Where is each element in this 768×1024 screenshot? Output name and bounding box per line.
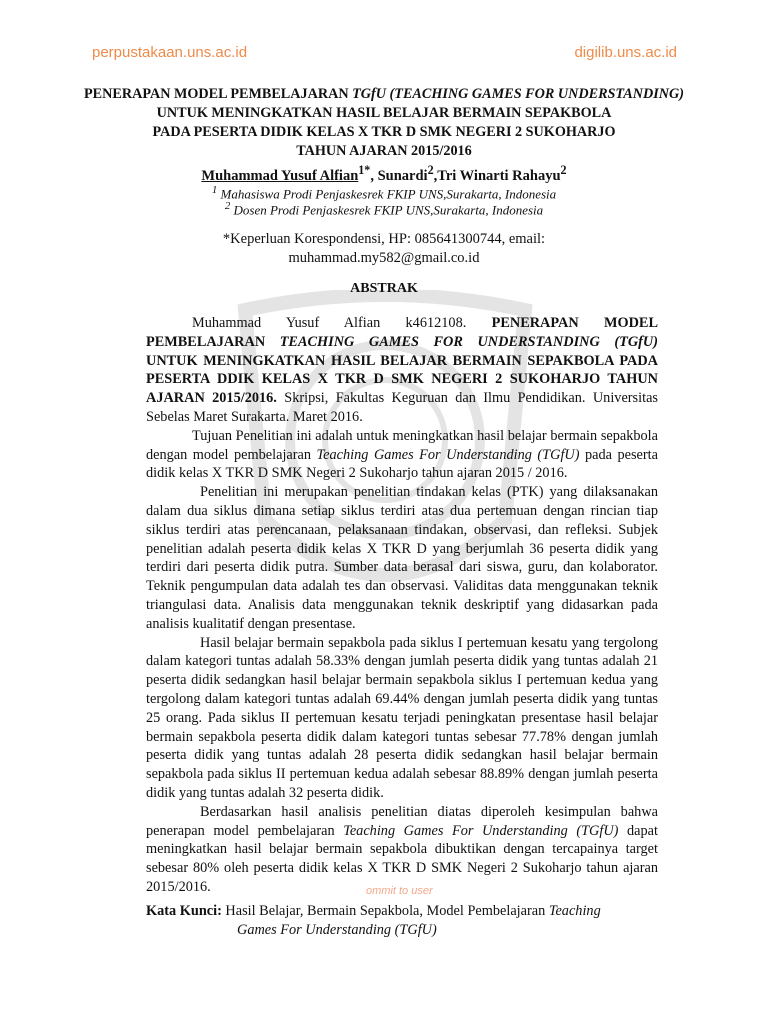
header-right-url[interactable]: digilib.uns.ac.id <box>574 44 677 61</box>
abstract-paragraph-4: Hasil belajar bermain sepakbola pada siklus I pertemuan kesatu yang tergolong dalam kategori tuntas adalah 58.33% dengan jumlah peserta didik yang tuntas adalah 21 peserta didik sedangkan hasil belajar bermain sepakbola siklus I pertemuan kedua yang tergolong dalam kategori tuntas adalah 69.44% dengan jumlah peserta didik yang tuntas 25 orang. Pada siklus II pertemuan kesatu terjadi peningkatan presentase hasil belajar bermain sepakbola peserta didik dalam kategori tuntas sebesar 77.78% dengan jumlah peserta didik yang tuntas adalah 28 peserta didik sedangkan hasil belajar bermain sepakbola pada siklus II pertemuan kedua adalah sebesar 88.89% dengan jumlah peserta didik yang tuntas adalah 32 peserta didik. <box>146 634 658 801</box>
title-line3: PADA PESERTA DIDIK KELAS X TKR D SMK NEGERI 2 SUKOHARJO <box>152 124 616 140</box>
para2-c: pada peserta didik kelas X TKR D SMK Negeri 2 Sukoharjo tahun ajaran 2015 / 2016. <box>146 446 658 482</box>
author-3: ,Tri Winarti Rahayu <box>433 167 561 184</box>
para1-title-a: PENERAPAN MODEL PEMBELAJARAN <box>146 315 658 350</box>
abstract-body <box>146 314 658 897</box>
para5-b: Teaching Games For Understanding (TGfU) <box>343 822 619 839</box>
authors <box>40 163 728 185</box>
keywords-italic-a: Teaching <box>548 903 601 919</box>
author-2-sup: 2 <box>427 163 434 177</box>
para2-a: Tujuan Penelitian ini adalah untuk meningkatkan hasil belajar bermain sepakbola dengan model pembelajaran <box>146 427 658 463</box>
author-1-sup: 1* <box>358 163 371 177</box>
abstract-paragraph-2 <box>146 427 658 483</box>
affiliation-2-text: Dosen Prodi Penjaskesrek FKIP UNS,Surakarta, Indonesia <box>230 202 544 218</box>
title-line1-a: PENERAPAN MODEL PEMBELAJARAN <box>84 86 353 102</box>
keywords <box>146 902 666 940</box>
para5-c: dapat meningkatkan hasil belajar bermain sepakbola dibuktikan dengan tercapainya target sebesar 80% oleh peserta didik kelas X TKR D SMK Negeri 2 Sukoharjo tahun ajaran 2015/2016. <box>146 822 658 895</box>
footer-watermark-text: ommit to user <box>366 885 433 897</box>
affiliation-2-sup: 2 <box>224 200 231 212</box>
para2-b: Teaching Games For Understanding (TGfU) <box>316 446 580 463</box>
author-1: Muhammad Yusuf Alfian <box>201 167 359 184</box>
title-line2: UNTUK MENINGKATKAN HASIL BELAJAR BERMAIN SEPAKBOLA <box>156 105 612 121</box>
abstract-paragraph-1 <box>146 314 658 427</box>
correspondence <box>40 230 728 268</box>
affiliation-2 <box>40 200 728 218</box>
keywords-label: Kata Kunci: <box>146 903 222 919</box>
correspondence-email[interactable]: muhammad.my582@gmail.co.id <box>288 250 480 266</box>
keywords-italic-b: Games For Understanding (TGfU) <box>237 922 437 938</box>
abstract-heading: ABSTRAK <box>350 281 418 296</box>
keywords-text: Hasil Belajar, Bermain Sepakbola, Model Pembelajaran <box>221 903 549 919</box>
author-3-sup: 2 <box>560 163 567 177</box>
title-line1-b: TGfU (TEACHING GAMES FOR UNDERSTANDING) <box>352 86 684 102</box>
para1-citation: Muhammad Yusuf Alfian k4612108. <box>192 315 492 331</box>
correspondence-line1: *Keperluan Korespondensi, HP: 085641300744, email: <box>222 231 546 247</box>
para1-source: Skripsi, Fakultas Keguruan dan Ilmu Pendidikan. Universitas Sebelas Maret Surakarta. Maret 2016. <box>146 390 658 425</box>
header-left-url[interactable]: perpustakaan.uns.ac.id <box>92 44 248 61</box>
para1-title-c: UNTUK MENINGKATKAN HASIL BELAJAR BERMAIN SEPAKBOLA PADA PESERTA DDIK KELAS X TKR D SMK NEGERI 2 SUKOHARJO TAHUN AJARAN 2015/2016. <box>146 352 658 407</box>
paper-title <box>40 85 728 161</box>
para5-a: Berdasarkan hasil analisis penelitian diatas diperoleh kesimpulan bahwa penerapan model pembelajaran <box>146 803 658 839</box>
para1-title-b: TEACHING GAMES FOR UNDERSTANDING (TGfU) <box>279 333 658 350</box>
affiliation-1-text: Mahasiswa Prodi Penjaskesrek FKIP UNS,Surakarta, Indonesia <box>217 186 557 202</box>
author-2: , Sunardi <box>370 167 428 184</box>
abstract-paragraph-3: Penelitian ini merupakan penelitian tindakan kelas (PTK) yang dilaksanakan dalam dua siklus dimana setiap siklus terdiri atas dua pertemuan dengan rincian tiap siklus terdiri atas perencanaan, pelaksanaan tindakan, observasi, dan refleksi. Subjek penelitian adalah peserta didik kelas X TKR D yang berjumlah 36 peserta didik yang terdiri dari peserta didik putra. Sumber data berasal dari siswa, guru, dan kolaborator. Teknik pengumpulan data adalah tes dan observasi. Validitas data menggunakan teknik triangulasi data. Analisis data menggunakan teknik deskriptif yang didasarkan pada analisis kualitatif dengan presentase. <box>146 484 658 632</box>
abstract-paragraph-5 <box>146 803 658 897</box>
affiliation-1-sup: 1 <box>211 184 218 196</box>
title-line4: TAHUN AJARAN 2015/2016 <box>296 143 472 159</box>
